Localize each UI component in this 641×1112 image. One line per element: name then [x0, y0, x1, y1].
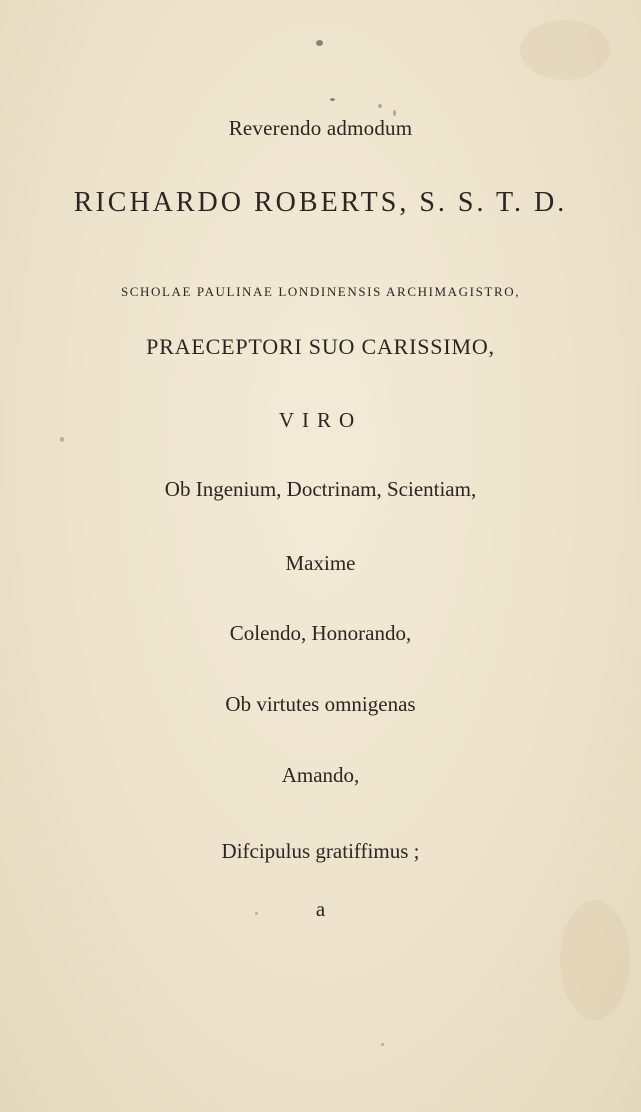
virtutes-line: Ob virtutes omnigenas: [225, 692, 416, 716]
dedication-line: Reverendo admodum: [228, 116, 413, 140]
discipulus-line: Difcipulus gratiffimus ;: [221, 839, 420, 863]
maxime-line: Maxime: [285, 551, 356, 575]
ink-speck: [316, 40, 323, 46]
ink-speck: [60, 437, 64, 442]
ingenium-line: Ob Ingenium, Doctrinam, Scientiam,: [164, 477, 477, 501]
dedicatee-name: RICHARDO ROBERTS, S. S. T. D.: [73, 187, 568, 218]
colendo-line: Colendo, Honorando,: [229, 621, 412, 645]
ink-speck: [330, 98, 335, 101]
ink-speck: [378, 104, 382, 108]
signature-mark: a: [315, 897, 326, 921]
viro-line: VIRO: [278, 408, 363, 432]
amando-line: Amando,: [281, 763, 360, 787]
praeceptor-line: PRAECEPTORI SUO CARISSIMO,: [146, 334, 495, 359]
ink-speck: [381, 1043, 384, 1046]
school-title-line: SCHOLAE PAULINAE LONDINENSIS ARCHIMAGISTRO,: [120, 284, 521, 299]
paper-stain: [520, 20, 610, 80]
